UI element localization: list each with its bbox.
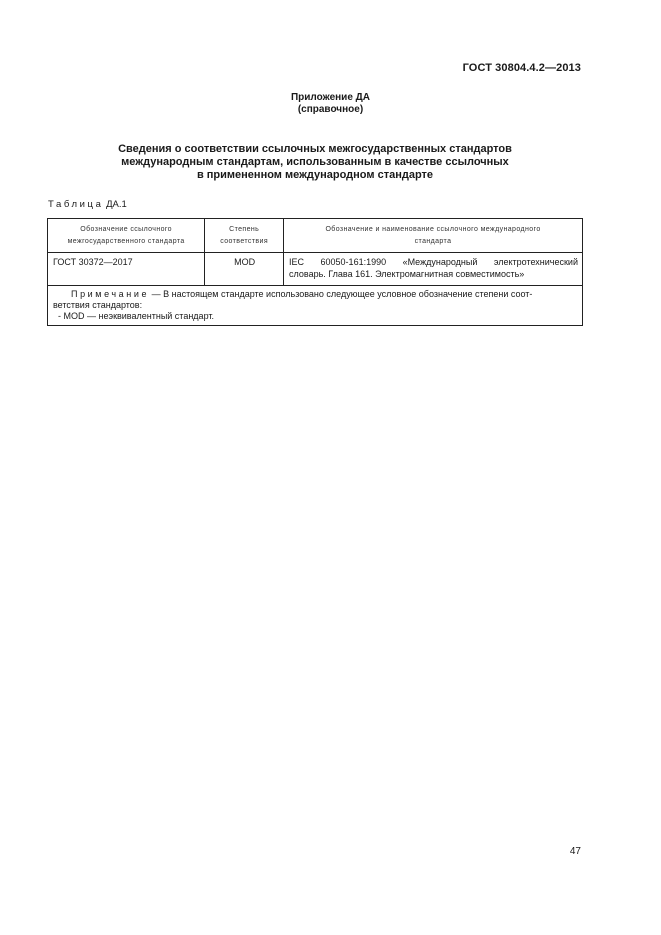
header-text: Степень xyxy=(229,225,260,233)
heading-line: международным стандартам, использованным в качестве ссылочных xyxy=(121,156,509,168)
degree-value: MOD xyxy=(234,257,256,267)
heading-line: в примененном международном стандарте xyxy=(196,169,434,181)
section-heading xyxy=(90,143,540,182)
cell-international-standard xyxy=(284,253,583,286)
table-row xyxy=(48,253,583,286)
cell-degree xyxy=(205,253,284,286)
table-caption-number: ДА.1 xyxy=(106,199,127,210)
heading-line: Сведения о соответствии ссылочных межгосударственных стандартов xyxy=(118,143,512,155)
header-text: межгосударственного стандарта xyxy=(67,237,185,245)
document-code: ГОСТ 30804.4.2—2013 xyxy=(462,62,581,74)
header-cell-degree xyxy=(205,219,284,253)
note-cell xyxy=(48,286,583,326)
table-caption xyxy=(48,199,127,210)
reference-standards-table xyxy=(47,218,583,326)
note-line: - MOD — неэквивалентный стандарт. xyxy=(58,311,214,321)
header-text: Обозначение ссылочного xyxy=(80,225,172,233)
header-text: Обозначение и наименование ссылочного международного xyxy=(325,225,541,233)
appendix-subtitle: (справочное) xyxy=(297,104,364,115)
note-line: ветствия стандартов: xyxy=(53,300,143,310)
note-label: Примечание xyxy=(71,289,150,299)
cell-standard xyxy=(48,253,205,286)
header-cell-international-standard xyxy=(284,219,583,253)
page-number: 47 xyxy=(569,846,581,857)
table-caption-word: Таблица xyxy=(48,199,104,210)
appendix-title-block xyxy=(0,92,661,116)
header-cell-reference-standard xyxy=(48,219,205,253)
international-standard-value xyxy=(284,253,582,285)
intl-line: IEC 60050-161:1990 «Международный электротехнический xyxy=(289,257,578,267)
table-note-row xyxy=(48,286,583,326)
header-text: стандарта xyxy=(414,237,452,245)
intl-line: словарь. Глава 161. Электромагнитная совместимость» xyxy=(289,269,525,279)
standard-value: ГОСТ 30372—2017 xyxy=(53,257,133,267)
appendix-title: Приложение ДА xyxy=(290,92,371,103)
note-text: — В настоящем стандарте использовано следующее условное обозначение степени соот- xyxy=(149,289,533,299)
header-text: соответствия xyxy=(220,237,269,245)
note-line xyxy=(53,289,577,300)
table-header-row xyxy=(48,219,583,253)
